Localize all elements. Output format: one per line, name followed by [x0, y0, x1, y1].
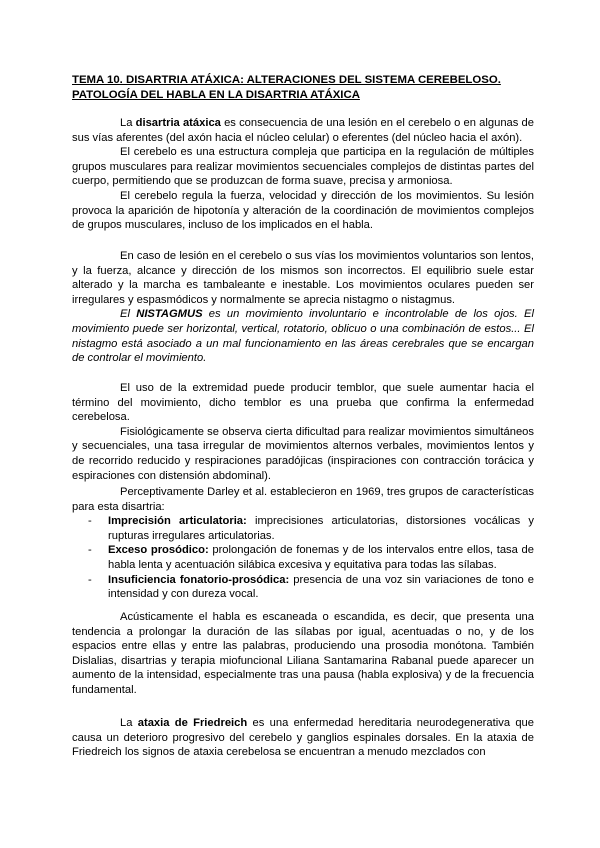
paragraph-nistagmus — [72, 307, 534, 365]
characteristics-list — [72, 514, 534, 602]
section-definition — [72, 116, 534, 233]
dash-marker: - — [88, 544, 92, 557]
paragraph-acusticamente: Acústicamente el habla es escaneada o escandida, es decir, que presenta una tendencia a prolongar la duración de las sílabas por igual, acentuadas o no, y de los espacios entre ellas y entre las palabras, produciendo una prosodia monótona. También Dislalias, disartrias y terapia miofuncional Liliana Santamarina Rabanal puede aparecer un aumento de la intensidad, especialmente tras una pausa (habla explosiva) y de la frecuencia fundamental. — [72, 611, 534, 696]
section-temblor — [72, 381, 534, 483]
text-fragment: es una enfermedad hereditaria neurodegenerativa que causa un deterioro progresivo del cerebelo y ganglios espinales dorsales. En la ataxia de Friedreich los signos de ataxia cerebelosa se encuentran a menudo mezclados con — [72, 717, 535, 759]
dash-marker: - — [88, 515, 92, 528]
text-fragment: es un movimiento involuntario e incontrolable de los ojos. El movimiento puede ser horizontal, vertical, rotatorio, oblicuo o una combinación de estos... El nistagmo está asociado a un mal funcionamiento en las áreas cerebrales que se encargan de controlar el movimiento. — [72, 308, 534, 365]
title-line-1: TEMA 10. DISARTRIA ATÁXICA: ALTERACIONES DEL SISTEMA CEREBELOSO. — [72, 74, 501, 86]
paragraph-friedreich — [72, 716, 534, 760]
list-item-text: prolongación de fonemas y de los intervalos entre ellos, tasa de habla lenta y acentuación silábica excesiva y equitativa para todas las sílabas. — [108, 544, 534, 571]
paragraph-cerebelo-estructura: El cerebelo es una estructura compleja que participa en la regulación de múltiples grupos musculares para realizar movimientos secuenciales complejos de distintas partes del cuerpo, permitiendo que se produzcan de forma suave, precisa y armoniosa. — [72, 146, 534, 188]
section-friedreich — [72, 716, 534, 760]
section-caracteristicas — [72, 485, 534, 602]
term-ataxia-friedreich: ataxia de Friedreich — [137, 717, 248, 729]
term-disartria-ataxica: disartria atáxica — [135, 117, 221, 129]
list-item-text: imprecisiones articulatorias, distorsiones vocálicas y rupturas irregulares articulatorias. — [108, 515, 534, 542]
list-item-label: Insuficiencia fonatorio-prosódica: — [108, 573, 290, 586]
page-title — [72, 73, 532, 103]
list-item-label: Exceso prosódico: — [108, 544, 209, 557]
text-fragment: es consecuencia de una lesión en el cerebelo o en algunas de sus vías aferentes (del axón hacia el núcleo celular) o eferentes (del núcleo hacia el axón). — [72, 117, 534, 144]
list-item-text: presencia de una voz sin variaciones de tono e intensidad y con dureza vocal. — [108, 573, 534, 601]
paragraph-definition — [72, 116, 534, 145]
paragraph-temblor: El uso de la extremidad puede producir temblor, que suele aumentar hacia el término del movimiento, dicho temblor es una prueba que confirma la enfermedad cerebelosa. — [72, 382, 534, 424]
list-item — [72, 573, 534, 602]
section-lesion — [72, 249, 534, 366]
text-fragment: La — [120, 717, 138, 729]
paragraph-lesion: En caso de lesión en el cerebelo o sus vías los movimientos voluntarios son lentos, y la fuerza, alcance y dirección de los mismos son incorrectos. El equilibrio suele estar alterado y la marcha es tambaleante e inestable. Los movimientos oculares pueden ser irregulares y espasmódicos y normalmente se aprecia nistagmo o nistagmus. — [72, 250, 534, 306]
text-fragment: El — [120, 308, 137, 321]
title-line-2: PATOLOGÍA DEL HABLA EN LA DISARTRIA ATÁXICA — [72, 89, 360, 101]
paragraph-cerebelo-regula: El cerebelo regula la fuerza, velocidad y dirección de los movimientos. Su lesión provoca la aparición de hipotonía y alteración de la coordinación de movimientos complejos de grupos musculares, incluso de los implicados en el habla. — [72, 189, 534, 232]
paragraph-intro-darley: Perceptivamente Darley et al. establecieron en 1969, tres grupos de características para esta disartria: — [72, 486, 534, 513]
list-item — [72, 514, 534, 543]
paragraph-fisiologicamente: Fisiológicamente se observa cierta dificultad para realizar movimientos simultáneos y secuenciales, una tasa irregular de movimientos alternos verbales, movimientos lentos y de recorrido reducido y respiraciones paradójicas (inspiraciones con contracción torácica y espiraciones con distensión abdominal). — [72, 425, 534, 482]
term-nistagmus: NISTAGMUS — [136, 308, 203, 321]
dash-marker: - — [88, 573, 92, 586]
section-acusticamente — [72, 610, 534, 698]
list-item — [72, 543, 534, 572]
list-item-label: Imprecisión articulatoria: — [108, 515, 247, 528]
text-fragment: La — [120, 117, 136, 129]
